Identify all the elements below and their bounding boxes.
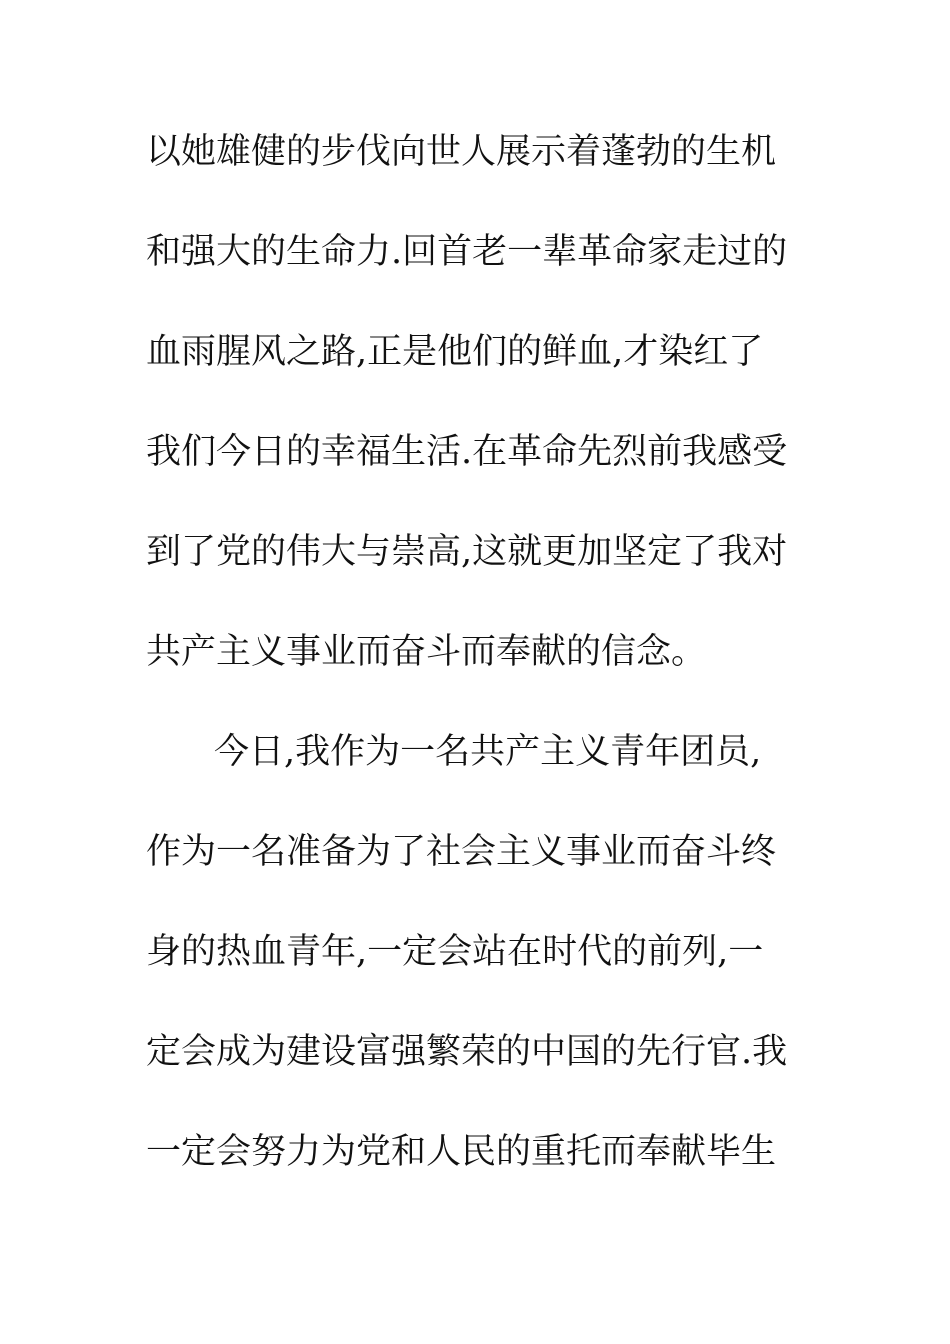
text-line-8: 作为一名准备为了社会主义事业而奋斗终 bbox=[146, 832, 777, 872]
text-line-11: 一定会努力为党和人民的重托而奉献毕生 bbox=[146, 1132, 777, 1172]
text-line-6: 共产主义事业而奋斗而奉献的信念。 bbox=[146, 632, 707, 672]
text-line-9: 身的热血青年,一定会站在时代的前列,一 bbox=[146, 932, 764, 972]
paragraph-start-line: 今日,我作为一名共产主义青年团员, bbox=[214, 732, 762, 772]
text-line-10: 定会成为建设富强繁荣的中国的先行官.我 bbox=[146, 1032, 788, 1072]
text-line-3: 血雨腥风之路,正是他们的鲜血,才染红了 bbox=[146, 332, 764, 372]
text-line-5: 到了党的伟大与崇高,这就更加坚定了我对 bbox=[146, 532, 788, 572]
text-line-1: 以她雄健的步伐向世人展示着蓬勃的生机 bbox=[146, 132, 777, 172]
text-line-4: 我们今日的幸福生活.在革命先烈前我感受 bbox=[146, 432, 788, 472]
text-line-2: 和强大的生命力.回首老一辈革命家走过的 bbox=[146, 232, 788, 272]
